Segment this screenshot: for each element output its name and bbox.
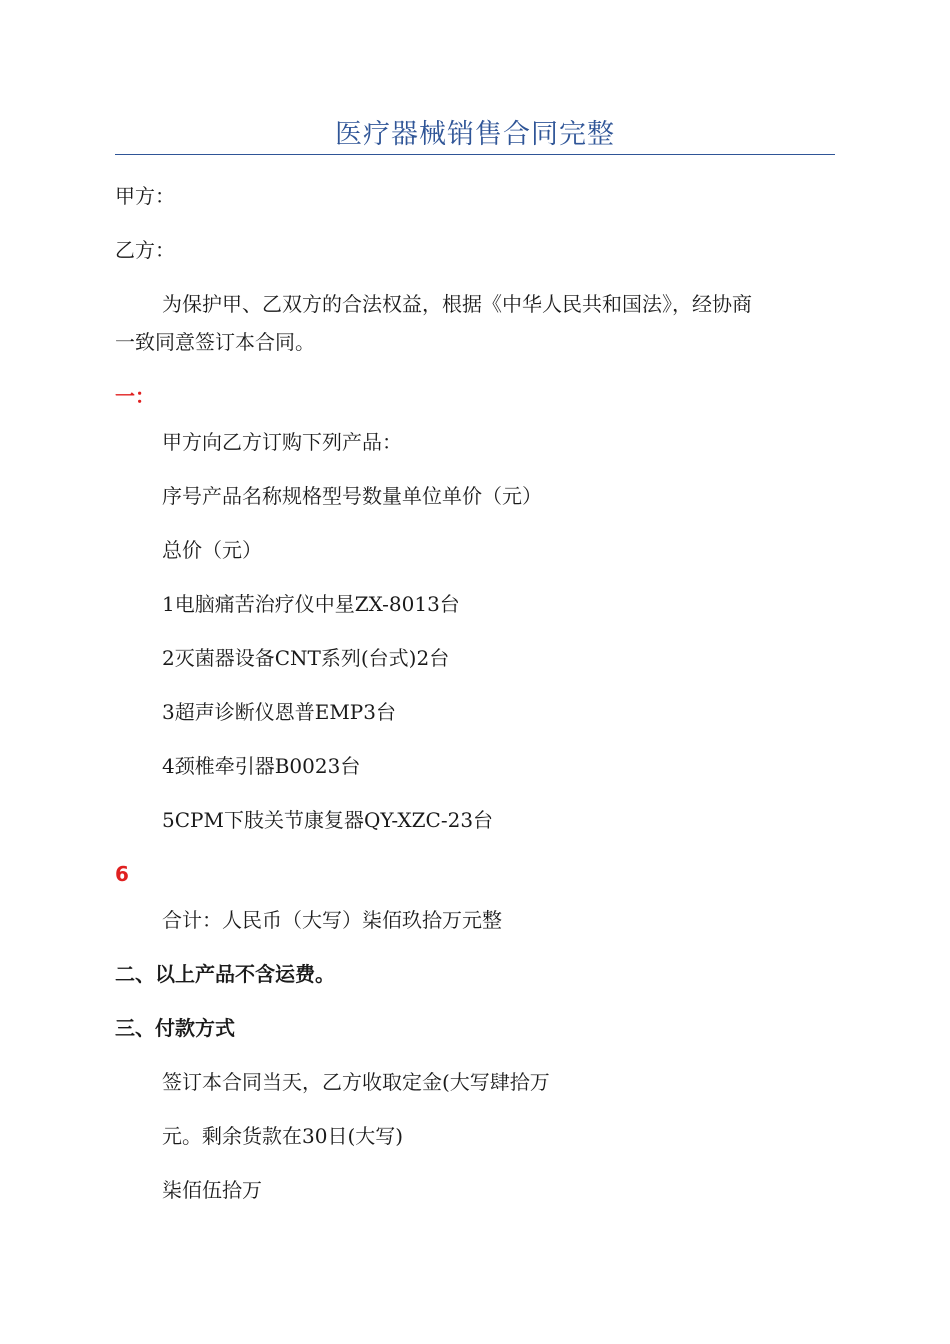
product-item: 1电脑痛苦治疗仪中星ZX-8013台: [162, 592, 460, 616]
table-header-line-1: 序号产品名称规格型号数量单位单价（元）: [162, 484, 542, 508]
product-item: 5CPM下肢关节康复器QY-XZC-23台: [162, 808, 494, 832]
item-6-marker: 6: [115, 862, 129, 886]
product-item: 2灭菌器设备CNT系列(台式)2台: [162, 646, 450, 670]
section-1-heading: 一：: [115, 384, 155, 408]
party-b-label: 乙方：: [115, 238, 175, 262]
section-1-intro: 甲方向乙方订购下列产品：: [162, 430, 402, 454]
payment-line-3: 柒佰伍拾万: [162, 1178, 262, 1202]
total-amount-line: 合计：人民币（大写）柒佰玖拾万元整: [162, 908, 502, 932]
preamble-line-2: 一致同意签订本合同。: [115, 330, 315, 354]
preamble-line-1: 为保护甲、乙双方的合法权益，根据《中华人民共和国法》，经协商: [162, 292, 752, 316]
payment-line-2: 元。剩余货款在30日(大写): [162, 1124, 404, 1148]
product-item: 4颈椎牵引器B0023台: [162, 754, 361, 778]
product-item: 3超声诊断仪恩普EMP3台: [162, 700, 396, 724]
section-3-heading: 三、付款方式: [115, 1016, 235, 1040]
document-title: 医疗器械销售合同完整: [335, 119, 615, 150]
party-a-label: 甲方：: [115, 184, 175, 208]
section-2-text: 二、以上产品不含运费。: [115, 962, 335, 986]
payment-line-1: 签订本合同当天，乙方收取定金(大写肆拾万: [162, 1070, 550, 1094]
title-underline: [115, 154, 835, 155]
table-header-line-2: 总价（元）: [162, 538, 262, 562]
